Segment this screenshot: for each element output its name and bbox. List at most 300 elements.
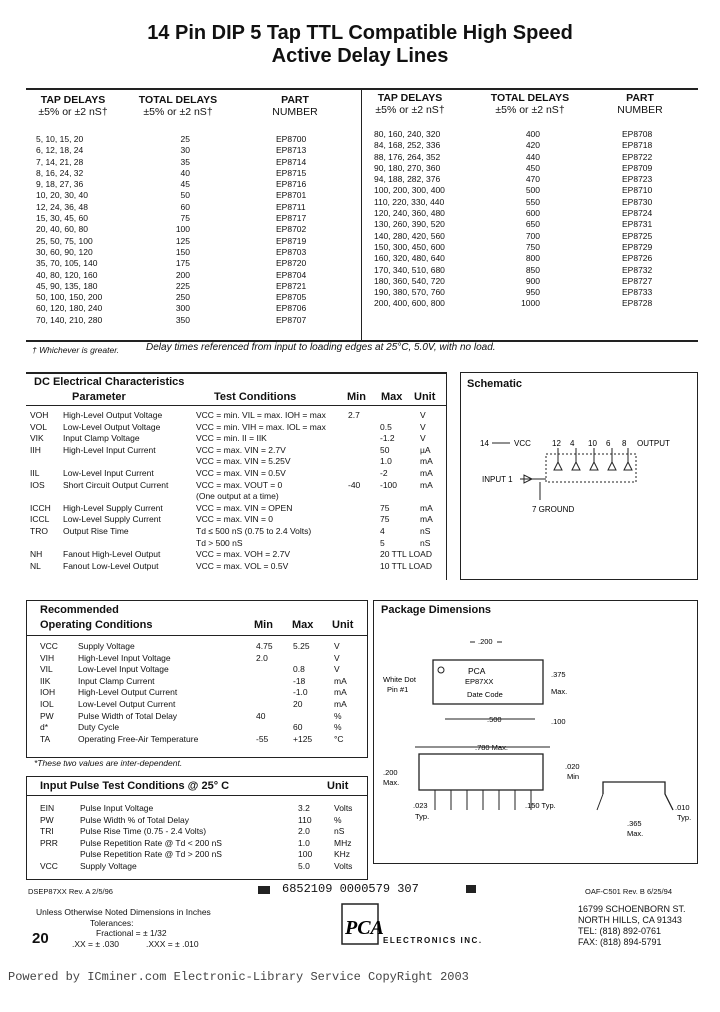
dc-parameter: Low-Level Output Voltage xyxy=(63,421,161,432)
dc-symbol: VOH xyxy=(30,410,49,420)
footer-left-code: DSEP87XX Rev. A 2/5/96 xyxy=(28,887,113,896)
rec-parameter: Low-Level Input Voltage xyxy=(78,664,169,675)
svg-text:White Dot: White Dot xyxy=(383,675,416,684)
tap-delay-cell: 84, 168, 252, 336 xyxy=(374,140,441,151)
part-number-cell: EP8702 xyxy=(276,224,307,235)
pca-logo xyxy=(340,902,384,946)
total-delay-cell: 350 xyxy=(175,314,190,325)
dc-condition: VCC = min. VIL = max. IOH = max xyxy=(196,410,326,420)
rec-symbol: VCC xyxy=(40,641,58,651)
rec-parameter: Duty Cycle xyxy=(78,722,120,733)
tap-delay-cell: 180, 360, 540, 720 xyxy=(374,275,445,286)
footer-tolerances: Tolerances: xyxy=(90,918,134,928)
rec-min: 40 xyxy=(256,710,266,721)
rec-parameter: High-Level Input Voltage xyxy=(78,652,171,663)
total-delay-cell: 30 xyxy=(180,145,190,156)
dc-max: 0.5 xyxy=(380,421,392,432)
rec-title1: Recommended xyxy=(40,604,119,616)
dc-title: DC Electrical Characteristics xyxy=(34,376,185,388)
hdr-part-right: PART NUMBER xyxy=(617,92,663,116)
dc-hdr-param: Parameter xyxy=(72,391,126,403)
pulse-symbol: PRR xyxy=(40,837,58,848)
svg-text:Max.: Max. xyxy=(627,829,644,838)
svg-text:.020: .020 xyxy=(565,762,580,771)
part-number-cell: EP8727 xyxy=(622,275,653,286)
pulse-parameter: Pulse Repetition Rate @ Td > 200 nS xyxy=(80,849,222,860)
dc-condition: VCC = max. VOL = 0.5V xyxy=(196,560,289,571)
rec-hdr-unit: Unit xyxy=(332,619,354,631)
part-number-cell: EP8717 xyxy=(276,213,307,224)
barcode-block-right xyxy=(466,885,476,893)
address-line2: NORTH HILLS, CA 91343 xyxy=(578,915,682,925)
dc-symbol: IOS xyxy=(30,479,45,490)
dc-unit: nS xyxy=(420,537,431,548)
pulse-symbol: VCC xyxy=(40,861,58,871)
dc-max: 10 TTL LOAD xyxy=(380,560,432,571)
dc-max: 5 xyxy=(380,537,385,548)
dc-hdr-unit: Unit xyxy=(414,391,436,403)
company-name: ELECTRONICS INC. xyxy=(383,936,483,945)
total-delay-cell: 700 xyxy=(525,230,540,241)
dc-parameter: Low-Level Supply Current xyxy=(63,514,161,525)
total-delay-cell: 45 xyxy=(180,179,190,190)
dc-max: -2 xyxy=(380,468,388,478)
part-number-cell: EP8701 xyxy=(276,190,307,201)
part-number-cell: EP8705 xyxy=(276,292,307,303)
rec-max: 0.8 xyxy=(293,664,305,675)
total-delay-cell: 150 xyxy=(175,246,190,257)
total-delay-cell: 100 xyxy=(175,224,190,235)
rec-footnote: *These two values are inter-dependent. xyxy=(34,758,183,768)
svg-text:EP87XX: EP87XX xyxy=(465,677,494,686)
pulse-header-rule xyxy=(26,795,368,796)
dc-unit: V xyxy=(420,410,426,420)
sch-tap5: 8 xyxy=(622,439,627,448)
rec-unit: V xyxy=(334,641,340,651)
hdr-tap-delays-right: TAP DELAYS ±5% or ±2 nS† xyxy=(375,92,445,116)
rec-symbol: IIK xyxy=(40,675,51,686)
dc-symbol: NH xyxy=(30,549,43,560)
pulse-unit: Volts xyxy=(334,803,353,813)
dc-min: -40 xyxy=(348,479,361,490)
svg-text:.023: .023 xyxy=(413,801,428,810)
total-delay-cell: 175 xyxy=(175,258,190,269)
tap-delay-cell: 80, 160, 240, 320 xyxy=(374,129,441,139)
footer-unless: Unless Otherwise Noted Dimensions in Inches xyxy=(36,907,211,917)
tap-delay-cell: 10, 20, 30, 40 xyxy=(36,190,88,201)
rec-parameter: Operating Free-Air Temperature xyxy=(78,733,199,744)
tap-delay-cell: 12, 24, 36, 48 xyxy=(36,201,88,212)
footer-fractional: Fractional = ± 1/32 xyxy=(96,928,167,938)
telephone: TEL: (818) 892-0761 xyxy=(578,926,662,936)
dc-unit: mA xyxy=(420,514,433,525)
rec-parameter: Pulse Width of Total Delay xyxy=(78,710,178,721)
dc-condition: VCC = max. VIN = 2.7V xyxy=(196,444,286,455)
rec-min: 4.75 xyxy=(256,641,273,651)
tap-delay-cell: 50, 100, 150, 200 xyxy=(36,292,103,303)
pkg-end-view xyxy=(603,782,673,810)
pulse-value: 1.0 xyxy=(298,837,310,848)
svg-text:Typ.: Typ. xyxy=(415,812,430,821)
dc-symbol: VOL xyxy=(30,421,48,432)
dc-parameter: Fanout Low-Level Output xyxy=(63,560,159,571)
dc-symbol: IIH xyxy=(30,444,41,455)
tap-delay-cell: 25, 50, 75, 100 xyxy=(36,235,93,246)
dc-unit: µA xyxy=(420,444,431,455)
rec-max: 5.25 xyxy=(293,641,310,651)
table-divider xyxy=(361,88,362,340)
part-number-cell: EP8732 xyxy=(622,264,653,275)
pulse-unit: Volts xyxy=(334,861,353,871)
total-delay-cell: 250 xyxy=(175,292,190,303)
pulse-parameter: Pulse Input Voltage xyxy=(80,803,154,813)
total-delay-cell: 25 xyxy=(180,134,190,144)
pkg-side-view xyxy=(419,754,543,790)
dc-max: 1.0 xyxy=(380,456,392,467)
part-number-cell: EP8722 xyxy=(622,151,653,162)
rec-max: +125 xyxy=(293,733,313,744)
barcode-number: 6852109 0000579 307 xyxy=(282,882,419,896)
hdr-part-left: PART NUMBER xyxy=(272,94,318,118)
rec-symbol: PW xyxy=(40,710,54,721)
pulse-symbol: PW xyxy=(40,814,54,825)
rec-parameter: Low-Level Output Current xyxy=(78,699,176,709)
part-number-cell: EP8725 xyxy=(622,230,653,241)
tap-delay-cell: 100, 200, 300, 400 xyxy=(374,185,445,196)
sch-buf5 xyxy=(624,462,632,470)
footer-right-code: OAF-C501 Rev. B 6/25/94 xyxy=(585,887,672,896)
svg-text:Date Code: Date Code xyxy=(467,690,503,699)
part-number-cell: EP8714 xyxy=(276,156,307,167)
tap-delay-cell: 35, 70, 105, 140 xyxy=(36,258,98,269)
rec-unit: V xyxy=(334,652,340,663)
dc-symbol: TRO xyxy=(30,526,48,536)
total-delay-cell: 60 xyxy=(180,201,190,212)
sch-tap2: 4 xyxy=(570,439,575,448)
svg-text:Max.: Max. xyxy=(383,778,400,787)
sch-tap1: 12 xyxy=(552,439,561,448)
right-tap-column xyxy=(374,129,445,310)
part-number-cell: EP8724 xyxy=(622,208,653,219)
tap-delay-cell: 130, 260, 390, 520 xyxy=(374,219,445,230)
part-number-cell: EP8733 xyxy=(622,287,653,298)
dc-symbol: VIK xyxy=(30,433,44,444)
svg-text:Min: Min xyxy=(567,772,580,781)
svg-text:.010: .010 xyxy=(675,803,690,812)
pulse-unit: nS xyxy=(334,826,345,837)
dc-unit: V xyxy=(420,421,426,432)
rec-unit: mA xyxy=(334,687,347,698)
dc-condition: Td ≤ 500 nS (0.75 to 2.4 Volts) xyxy=(196,526,312,536)
part-number-cell: EP8706 xyxy=(276,303,307,314)
total-delay-cell: 225 xyxy=(175,280,190,291)
svg-text:.365: .365 xyxy=(627,819,642,828)
svg-text:.200: .200 xyxy=(478,637,493,646)
total-delay-cell: 750 xyxy=(525,241,540,252)
sch-tap4: 6 xyxy=(606,439,611,448)
svg-text:.500: .500 xyxy=(487,715,502,724)
footnote-whichever: † Whichever is greater. xyxy=(32,345,120,355)
dc-parameter: Fanout High-Level Output xyxy=(63,549,161,560)
svg-text:.150 Typ.: .150 Typ. xyxy=(525,801,556,810)
total-delay-cell: 300 xyxy=(175,303,190,314)
pin1-dot xyxy=(438,667,444,673)
tap-delay-cell: 170, 340, 510, 680 xyxy=(374,264,445,275)
dc-max: 4 xyxy=(380,526,385,536)
sch-buf1 xyxy=(554,462,562,470)
tap-delay-cell: 88, 176, 264, 352 xyxy=(374,151,441,162)
dc-symbol: ICCL xyxy=(30,514,50,525)
footnote-delay-ref: Delay times referenced from input to loading edges at 25°C, 5.0V, with no load. xyxy=(146,342,496,353)
total-delay-cell: 200 xyxy=(175,269,190,280)
part-number-cell: EP8718 xyxy=(622,140,653,151)
right-part-column xyxy=(622,129,652,310)
total-delay-cell: 550 xyxy=(525,196,540,207)
pulse-unit: % xyxy=(334,814,342,825)
package-title: Package Dimensions xyxy=(381,604,492,616)
package-drawing xyxy=(375,622,695,862)
svg-text:.375: .375 xyxy=(551,670,566,679)
part-number-cell: EP8710 xyxy=(622,185,653,196)
rec-symbol: d* xyxy=(40,722,49,733)
rec-symbol: VIH xyxy=(40,652,55,663)
dc-parameter: High-Level Output Voltage xyxy=(63,410,163,420)
tap-delay-cell: 7, 14, 21, 28 xyxy=(36,156,84,167)
part-number-cell: EP8719 xyxy=(276,235,307,246)
total-delay-cell: 420 xyxy=(525,140,540,151)
sch-pin14: 14 xyxy=(480,439,489,448)
tap-delay-cell: 60, 120, 180, 240 xyxy=(36,303,103,314)
total-delay-cell: 900 xyxy=(525,275,540,286)
tap-delay-cell: 140, 280, 420, 560 xyxy=(374,230,445,241)
part-number-cell: EP8713 xyxy=(276,145,307,156)
tap-delay-cell: 200, 400, 600, 800 xyxy=(374,298,445,309)
tap-delay-cell: 190, 380, 570, 760 xyxy=(374,287,445,298)
tap-delay-cell: 6, 12, 18, 24 xyxy=(36,145,84,156)
dc-max: 20 TTL LOAD xyxy=(380,549,432,560)
rec-min: 2.0 xyxy=(256,652,268,663)
pulse-parameter: Supply Voltage xyxy=(80,861,137,871)
total-delay-cell: 600 xyxy=(525,208,540,219)
sch-buf3 xyxy=(590,462,598,470)
tap-delay-cell: 8, 16, 24, 32 xyxy=(36,167,84,178)
svg-text:Max.: Max. xyxy=(551,687,568,696)
barcode-block xyxy=(258,886,270,894)
rec-hdr-max: Max xyxy=(292,619,314,631)
dc-condition: VCC = min. II = IIK xyxy=(196,433,267,444)
total-delay-cell: 40 xyxy=(180,167,190,178)
dc-max: 75 xyxy=(380,514,390,525)
pulse-value: 3.2 xyxy=(298,803,310,813)
tap-delay-cell: 40, 80, 120, 160 xyxy=(36,269,98,280)
total-delay-cell: 450 xyxy=(525,162,540,173)
dc-unit: V xyxy=(420,433,426,444)
address-line1: 16799 SCHOENBORN ST. xyxy=(578,904,686,914)
hdr-total-delays-left: TOTAL DELAYS ±5% or ±2 nS† xyxy=(138,94,218,118)
part-number-cell: EP8707 xyxy=(276,314,307,325)
part-number-cell: EP8729 xyxy=(622,241,653,252)
footer-xx: .XX = ± .030 xyxy=(72,939,119,949)
dc-condition: VCC = max. VOH = 2.7V xyxy=(196,549,291,560)
rec-parameter: Supply Voltage xyxy=(78,641,135,651)
svg-text:.780 Max.: .780 Max. xyxy=(475,743,508,752)
rec-min: -55 xyxy=(256,733,269,744)
part-number-cell: EP8728 xyxy=(622,298,653,309)
rec-unit: % xyxy=(334,710,342,721)
rec-max: 20 xyxy=(293,699,303,709)
tap-delay-cell: 120, 240, 360, 480 xyxy=(374,208,445,219)
pulse-parameter: Pulse Repetition Rate @ Td < 200 nS xyxy=(80,837,222,848)
left-part-column xyxy=(276,134,306,326)
pulse-parameter: Pulse Rise Time (0.75 - 2.4 Volts) xyxy=(80,826,207,837)
svg-text:PCA: PCA xyxy=(468,666,486,676)
part-number-cell: EP8726 xyxy=(622,253,653,264)
dc-header-rule xyxy=(26,405,446,406)
total-delay-cell: 500 xyxy=(525,185,540,196)
page-title-line1: 14 Pin DIP 5 Tap TTL Compatible High Speed xyxy=(147,22,573,44)
pulse-parameter: Pulse Width % of Total Delay xyxy=(80,814,189,825)
dc-unit: mA xyxy=(420,479,433,490)
pulse-symbol: EIN xyxy=(40,803,55,813)
dc-condition: VCC = max. VOUT = 0 xyxy=(196,479,283,490)
dc-max: 75 xyxy=(380,502,390,513)
rec-unit: V xyxy=(334,664,340,675)
svg-text:PCA: PCA xyxy=(345,917,384,939)
fax: FAX: (818) 894-5791 xyxy=(578,937,662,947)
pulse-value: 110 xyxy=(298,814,312,825)
tap-delay-cell: 20, 40, 60, 80 xyxy=(36,224,88,235)
rec-symbol: VIL xyxy=(40,664,53,675)
tap-delay-cell: 110, 220, 330, 440 xyxy=(374,196,445,207)
total-delay-cell: 400 xyxy=(525,129,540,139)
rec-hdr-min: Min xyxy=(254,619,273,631)
dc-condition: Td > 500 nS xyxy=(196,537,243,548)
part-number-cell: EP8708 xyxy=(622,129,653,139)
svg-text:Typ.: Typ. xyxy=(677,813,692,822)
rec-unit: °C xyxy=(334,733,344,744)
dc-parameter: High-Level Supply Current xyxy=(63,502,163,513)
dc-condition: VCC = max. VIN = 0 xyxy=(196,514,273,525)
footer-xxx: .XXX = ± .010 xyxy=(146,939,199,949)
total-delay-cell: 950 xyxy=(525,287,540,298)
tap-delay-cell: 150, 300, 450, 600 xyxy=(374,241,445,252)
part-number-cell: EP8703 xyxy=(276,246,307,257)
total-delay-cell: 470 xyxy=(525,174,540,185)
part-number-cell: EP8721 xyxy=(276,280,307,291)
total-delay-cell: 75 xyxy=(180,213,190,224)
dc-symbol: IIL xyxy=(30,468,40,478)
sch-input: INPUT 1 xyxy=(482,475,513,484)
rec-max: 60 xyxy=(293,722,303,733)
rec-max: -1.0 xyxy=(293,687,308,698)
part-number-cell: EP8723 xyxy=(622,174,653,185)
total-delay-cell: 440 xyxy=(525,151,540,162)
tap-delay-cell: 9, 18, 27, 36 xyxy=(36,179,84,190)
tap-delay-cell: 160, 320, 480, 640 xyxy=(374,253,445,264)
part-number-cell: EP8715 xyxy=(276,167,307,178)
sch-buf4 xyxy=(608,462,616,470)
pulse-value: 100 xyxy=(298,849,313,860)
dc-symbol: ICCH xyxy=(30,502,51,513)
dc-max: 50 xyxy=(380,444,390,455)
dc-condition: VCC = max. VIN = 0.5V xyxy=(196,468,286,478)
dc-condition: (One output at a time) xyxy=(196,491,279,502)
tap-delay-cell: 70, 140, 210, 280 xyxy=(36,314,103,325)
rec-unit: mA xyxy=(334,699,347,709)
sch-ground: 7 GROUND xyxy=(532,505,575,514)
sch-vcc: VCC xyxy=(514,439,531,448)
total-delay-cell: 125 xyxy=(175,235,190,246)
dc-parameter: High-Level Input Current xyxy=(63,444,156,455)
page-number: 20 xyxy=(32,930,49,947)
tap-delay-cell: 90, 180, 270, 360 xyxy=(374,162,441,173)
dc-max: -100 xyxy=(380,479,398,490)
total-delay-cell: 800 xyxy=(525,253,540,264)
dc-condition: VCC = max. VIN = OPEN xyxy=(196,502,293,513)
dc-max: -1.2 xyxy=(380,433,395,444)
page-title-line2: Active Delay Lines xyxy=(271,45,449,67)
total-delay-cell: 850 xyxy=(525,264,540,275)
schematic-diagram xyxy=(462,400,694,520)
pulse-symbol: TRI xyxy=(40,826,54,837)
left-tap-column xyxy=(36,134,102,326)
part-number-cell: EP8711 xyxy=(276,201,306,212)
part-number-cell: EP8704 xyxy=(276,269,307,280)
dc-unit: mA xyxy=(420,456,433,467)
dc-parameter: Output Rise Time xyxy=(63,526,129,536)
total-delay-cell: 35 xyxy=(180,156,190,167)
svg-text:Pin #1: Pin #1 xyxy=(387,685,409,694)
total-delay-cell: 50 xyxy=(180,190,190,201)
pulse-value: 2.0 xyxy=(298,826,310,837)
schematic-title: Schematic xyxy=(467,378,523,390)
pulse-title: Input Pulse Test Conditions @ 25° C xyxy=(40,780,230,792)
part-number-cell: EP8716 xyxy=(276,179,307,190)
pulse-hdr-unit: Unit xyxy=(327,780,349,792)
part-number-cell: EP8731 xyxy=(622,219,653,230)
total-delay-cell: 1000 xyxy=(521,298,540,309)
dc-hdr-cond: Test Conditions xyxy=(214,391,297,403)
dc-unit: mA xyxy=(420,468,433,478)
dc-symbol: NL xyxy=(30,560,41,571)
pulse-unit: KHz xyxy=(334,849,351,860)
rec-symbol: IOH xyxy=(40,687,56,698)
dc-hdr-max: Max xyxy=(381,391,403,403)
part-number-cell: EP8709 xyxy=(622,162,653,173)
part-number-cell: EP8700 xyxy=(276,134,307,144)
right-total-column xyxy=(510,129,540,310)
rec-max: -18 xyxy=(293,675,306,686)
dc-min: 2.7 xyxy=(348,410,360,420)
hdr-total-delays-right: TOTAL DELAYS ±5% or ±2 nS† xyxy=(490,92,570,116)
rec-unit: % xyxy=(334,722,342,733)
sch-tap3: 10 xyxy=(588,439,597,448)
pulse-unit: MHz xyxy=(334,837,352,848)
dc-condition: VCC = min. VIH = max. IOL = max xyxy=(196,421,326,432)
tap-delay-cell: 30, 60, 90, 120 xyxy=(36,246,93,257)
rec-unit: mA xyxy=(334,675,347,686)
part-number-cell: EP8730 xyxy=(622,196,653,207)
pulse-value: 5.0 xyxy=(298,861,310,871)
dc-parameter: Short Circuit Output Current xyxy=(63,479,169,490)
dc-unit: nS xyxy=(420,526,431,536)
dc-parameter: Input Clamp Voltage xyxy=(63,433,140,444)
tap-delay-cell: 45, 90, 135, 180 xyxy=(36,280,98,291)
dc-parameter: Low-Level Input Current xyxy=(63,468,154,478)
powered-by-footer: Powered by ICminer.com Electronic-Library Service CopyRight 2003 xyxy=(8,970,469,984)
sch-output: OUTPUT xyxy=(637,439,670,448)
svg-text:.100: .100 xyxy=(551,717,566,726)
